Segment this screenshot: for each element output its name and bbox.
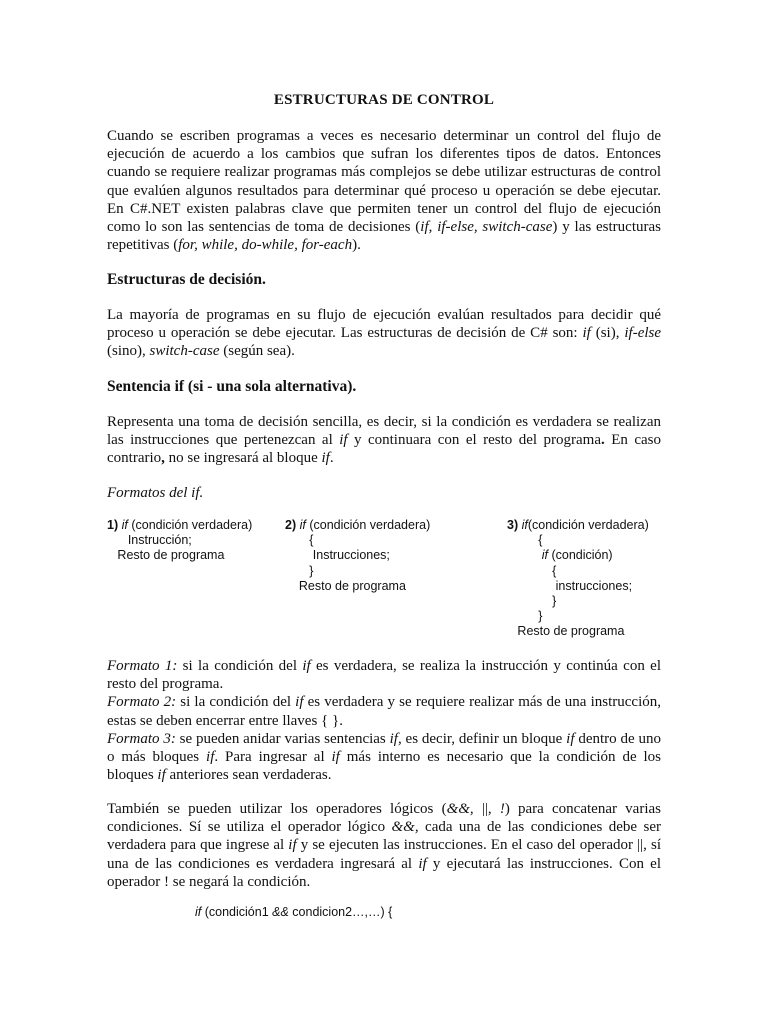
intro-paragraph bbox=[107, 127, 661, 254]
document-title: ESTRUCTURAS DE CONTROL bbox=[273, 92, 495, 108]
text-run: anteriores sean verdaderas. bbox=[165, 767, 332, 784]
text-run: if bbox=[339, 432, 348, 449]
text-run: &&, bbox=[446, 801, 474, 817]
text-run: if bbox=[295, 694, 304, 711]
text-run: if bbox=[418, 855, 427, 872]
text-run: (condición verdadera) bbox=[527, 518, 649, 532]
text-run: if bbox=[521, 518, 528, 532]
text-run: if, if-else, switch-case bbox=[420, 219, 553, 236]
text-run: si la condición del bbox=[176, 694, 296, 711]
text-run: ) y las estructuras repetitivas ( bbox=[107, 219, 661, 254]
text-run: Representa una toma de decisión sencilla, es decir, si la condición es verdadera se realizan las instrucciones que pertenezcan al bbox=[107, 414, 661, 449]
code-line bbox=[507, 564, 649, 579]
text-run: más interno es necesario que la condición de los bloques bbox=[107, 749, 662, 784]
code-line bbox=[107, 518, 252, 533]
text-run: . bbox=[329, 450, 334, 467]
text-run: También se pueden utilizar los operadores lógicos ( bbox=[107, 801, 447, 817]
text-run: si la condición del bbox=[177, 658, 303, 674]
text-run: if bbox=[288, 837, 297, 854]
text-run: ! bbox=[499, 801, 505, 817]
text-run: Formato 3: bbox=[107, 730, 176, 747]
code-line bbox=[285, 533, 430, 548]
text-run: y se ejecuten las instrucciones. En el caso del operador ||, sí una de las condiciones es verdadera ingresará al bbox=[107, 837, 661, 872]
text-run: 2) bbox=[285, 518, 297, 532]
text-run bbox=[507, 548, 542, 562]
text-run: (sino), bbox=[107, 343, 150, 360]
formats-explanation bbox=[107, 657, 661, 784]
text-run: if-else bbox=[624, 325, 662, 342]
code-line bbox=[507, 579, 649, 594]
text-run: . Para ingresar al bbox=[214, 749, 332, 766]
text-run: es decir, definir un bloque bbox=[401, 730, 567, 747]
text-run: condicion2…,…) { bbox=[288, 905, 393, 919]
text-run: Formato 1: bbox=[107, 658, 178, 674]
text-run: Resto de programa bbox=[507, 624, 625, 639]
text-run: se pueden anidar varias sentencias bbox=[175, 730, 390, 747]
text-run: if bbox=[541, 548, 548, 563]
text-run: ). bbox=[352, 237, 361, 254]
code-line bbox=[285, 579, 430, 594]
code-line bbox=[507, 594, 649, 609]
code-line bbox=[107, 533, 252, 548]
text-run: if bbox=[121, 518, 128, 532]
text-run: if bbox=[206, 749, 215, 766]
text-run: Cuando se escriben programas a veces es necesario determinar un control del flujo de ejecución de acuerdo a los cambios que sufran los diferentes tipos de datos. Entonces cuando se requiere realizar programas más complejos se debe utilizar estructuras de control que evalúen algunos resultados para determinar qué proceso u operación se debe ejecutar. En C#.NET existen palabras clave que permiten tener un control del flujo de ejecución como lo son las sentencias de toma de decisiones ( bbox=[107, 128, 661, 236]
text-run: (condición1 bbox=[201, 905, 273, 919]
text-run: (según sea). bbox=[219, 343, 295, 360]
text-run: if bbox=[331, 749, 340, 766]
text-run: (condición) bbox=[547, 548, 613, 563]
code-line bbox=[507, 609, 649, 624]
text-run: ||, bbox=[473, 801, 500, 817]
text-run: if bbox=[321, 450, 330, 467]
code-line bbox=[285, 548, 430, 563]
code-line bbox=[507, 533, 649, 548]
if-paragraph bbox=[107, 413, 661, 468]
text-run: for, while, do-while, for-each bbox=[178, 237, 353, 254]
text-run: (condición verdadera) bbox=[305, 518, 431, 532]
text-run: { bbox=[507, 563, 557, 578]
text-run: } bbox=[285, 563, 314, 578]
text-run: es verdadera y se requiere realizar más de una instrucción, estas se deben encerrar entre llaves { }. bbox=[107, 694, 661, 729]
text-run: switch-case bbox=[149, 343, 220, 360]
text-run: } bbox=[507, 594, 557, 609]
format2-code-block bbox=[285, 518, 430, 594]
text-run: Resto de programa bbox=[285, 578, 406, 593]
formats-label: Formatos del if. bbox=[107, 485, 204, 501]
text-run: 1) bbox=[107, 518, 119, 532]
heading-decision-structures: Estructuras de decisión. bbox=[107, 271, 266, 288]
text-run: if bbox=[582, 325, 591, 342]
text-run: y ejecutará las instrucciones. Con el operador ! se negará la condición. bbox=[107, 855, 661, 890]
text-run: &&, bbox=[391, 819, 419, 836]
final-code-line bbox=[195, 905, 392, 920]
code-line bbox=[507, 518, 649, 533]
text-run: 3) bbox=[507, 518, 519, 532]
format1-code-block bbox=[107, 518, 252, 564]
code-line bbox=[507, 548, 649, 563]
text-run: instrucciones; bbox=[507, 578, 633, 593]
code-line bbox=[507, 624, 649, 639]
text-run: . bbox=[601, 432, 605, 449]
text-run: es verdadera, se realiza la instrucción y continúa con el resto del programa. bbox=[107, 658, 661, 693]
text-run: , bbox=[161, 450, 165, 467]
text-run: y continuara con el resto del programa bbox=[347, 432, 601, 449]
text-run: } bbox=[507, 609, 543, 624]
text-run: if, bbox=[389, 730, 402, 747]
text-run: La mayoría de programas en su flujo de ejecución evalúan resultados para decidir qué proceso u operación se debe ejecutar. Las estructuras de decisión de C# son: bbox=[107, 307, 661, 342]
text-run: cada una de las condiciones debe ser verdadera para que ingrese al bbox=[107, 819, 662, 854]
text-run: if bbox=[157, 767, 166, 784]
text-run: { bbox=[285, 533, 314, 548]
text-run: if bbox=[195, 905, 202, 919]
text-run: ) para concatenar varias condiciones. Sí se utiliza el operador lógico bbox=[107, 801, 661, 836]
logical-operators-paragraph bbox=[107, 800, 661, 891]
text-run: (si), bbox=[590, 325, 625, 342]
text-run: Resto de programa bbox=[107, 548, 225, 563]
text-run: && bbox=[272, 905, 289, 919]
text-run: En caso contrario bbox=[107, 432, 661, 467]
text-run: Instrucciones; bbox=[285, 548, 390, 563]
text-run: Formato 2: bbox=[107, 694, 177, 711]
code-line bbox=[285, 564, 430, 579]
text-run: no se ingresará al bloque bbox=[164, 450, 322, 467]
text-run: dentro de uno o más bloques bbox=[107, 730, 662, 766]
heading-if-statement: Sentencia if (si - una sola alternativa). bbox=[107, 378, 357, 395]
format3-code-block bbox=[507, 518, 649, 640]
text-run: Instrucción; bbox=[107, 533, 192, 548]
text-run: (condición verdadera) bbox=[127, 518, 253, 532]
code-line bbox=[285, 518, 430, 533]
text-run: if bbox=[299, 518, 306, 532]
text-run: if bbox=[302, 658, 311, 674]
decision-paragraph bbox=[107, 306, 661, 361]
code-line bbox=[195, 905, 392, 920]
code-line bbox=[107, 548, 252, 563]
text-run: { bbox=[507, 533, 543, 548]
text-run: if bbox=[566, 730, 575, 747]
